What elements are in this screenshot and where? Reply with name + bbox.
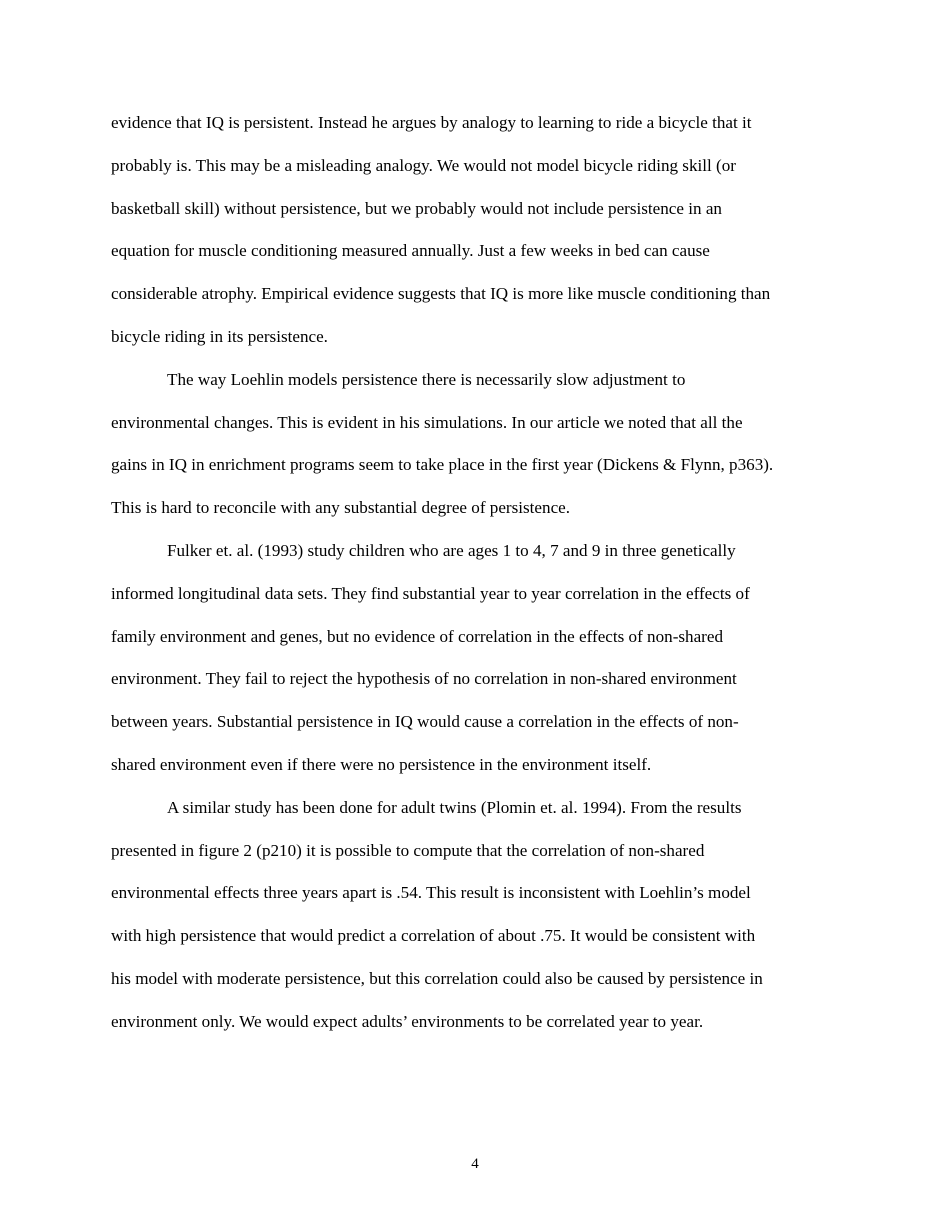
text-line-indented: A similar study has been done for adult twins (Plomin et. al. 1994). From the results bbox=[167, 797, 742, 817]
text-line: family environment and genes, but no evidence of correlation in the effects of non-shared bbox=[111, 626, 723, 646]
text-line: with high persistence that would predict a correlation of about .75. It would be consistent with bbox=[111, 926, 756, 946]
text-line: environment only. We would expect adults’ environments to be correlated year to year. bbox=[111, 1011, 704, 1031]
paragraph-4 bbox=[111, 787, 851, 1044]
text-line: probably is. This may be a misleading analogy. We would not model bicycle riding skill (or bbox=[111, 155, 736, 175]
text-line: shared environment even if there were no persistence in the environment itself. bbox=[111, 754, 652, 774]
text-line: bicycle riding in its persistence. bbox=[111, 326, 328, 346]
text-line: equation for muscle conditioning measured annually. Just a few weeks in bed can cause bbox=[111, 241, 710, 261]
text-line: basketball skill) without persistence, but we probably would not include persistence in an bbox=[111, 198, 722, 218]
text-line: his model with moderate persistence, but this correlation could also be caused by persistence in bbox=[111, 968, 763, 988]
body-text bbox=[111, 102, 851, 1044]
text-line: considerable atrophy. Empirical evidence suggests that IQ is more like muscle conditioning than bbox=[111, 284, 771, 304]
text-line-indented: Fulker et. al. (1993) study children who are ages 1 to 4, 7 and 9 in three genetically bbox=[167, 540, 736, 560]
text-line: This is hard to reconcile with any substantial degree of persistence. bbox=[111, 498, 571, 518]
text-line: presented in figure 2 (p210) it is possible to compute that the correlation of non-shared bbox=[111, 840, 705, 860]
text-line: informed longitudinal data sets. They find substantial year to year correlation in the effects of bbox=[111, 583, 750, 603]
paragraph-2 bbox=[111, 359, 851, 530]
text-line: environmental changes. This is evident in his simulations. In our article we noted that all the bbox=[111, 412, 743, 432]
text-line: evidence that IQ is persistent. Instead he argues by analogy to learning to ride a bicycle that it bbox=[111, 113, 752, 132]
text-line-indented: The way Loehlin models persistence there is necessarily slow adjustment to bbox=[167, 369, 686, 389]
text-line: between years. Substantial persistence in IQ would cause a correlation in the effects of non- bbox=[111, 712, 739, 732]
paragraph-3 bbox=[111, 530, 851, 787]
text-line: environment. They fail to reject the hypothesis of no correlation in non-shared environment bbox=[111, 669, 737, 689]
text-line: environmental effects three years apart is .54. This result is inconsistent with Loehlin’s model bbox=[111, 883, 751, 903]
paragraph-1 bbox=[111, 102, 851, 359]
text-line: gains in IQ in enrichment programs seem to take place in the first year (Dickens & Flynn, p363). bbox=[111, 455, 774, 475]
page-number: 4 bbox=[471, 1156, 479, 1172]
